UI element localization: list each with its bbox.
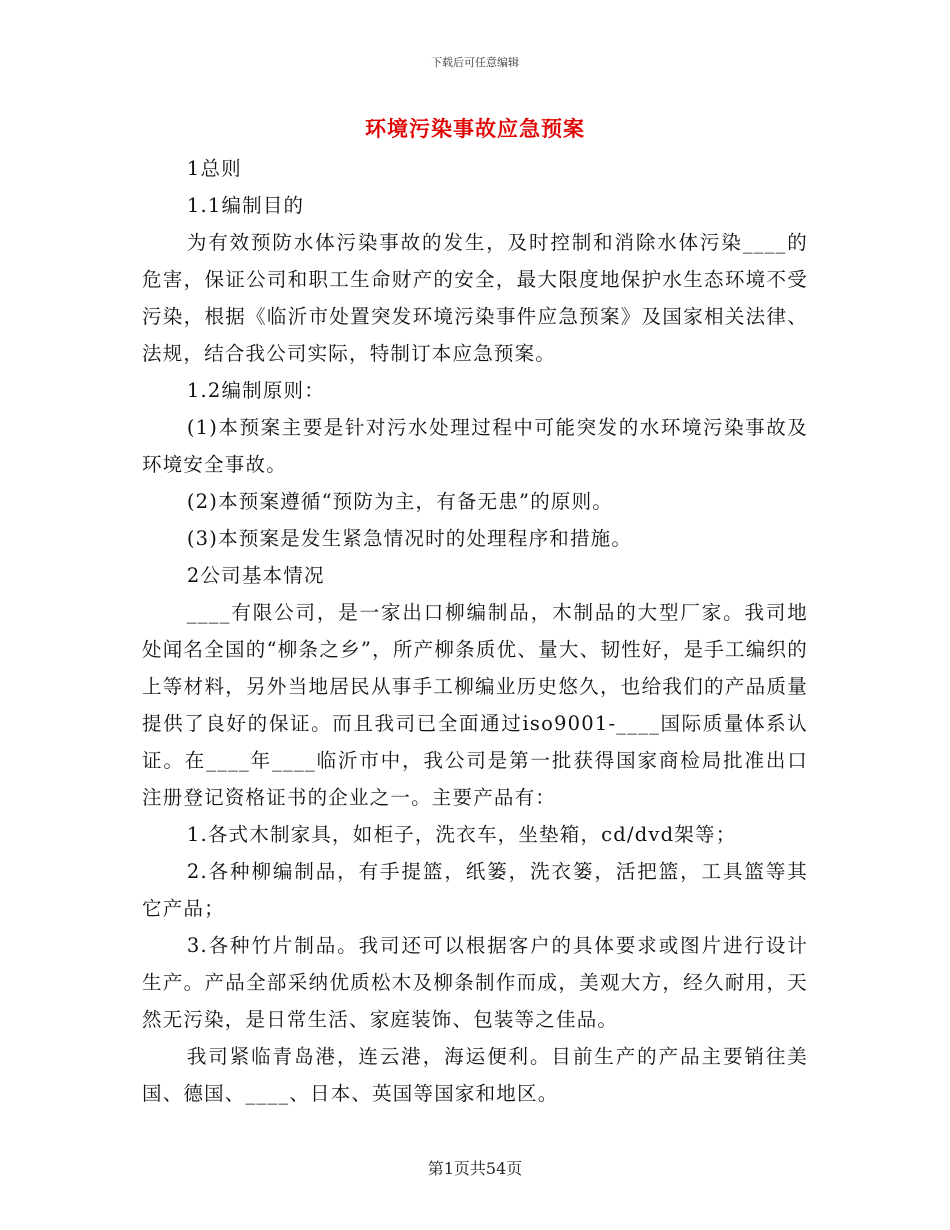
page-number: 第1页共54页: [427, 1159, 523, 1178]
paragraph-company-intro: ____有限公司，是一家出口柳编制品，木制品的大型厂家。我司地处闻名全国的“柳条之乡”，所产柳条质优、量大、韧性好，是手工编织的上等材料，另外当地居民从事手工柳编业历史悠久，也给我们的产品质量提供了良好的保证。而且我司已全面通过iso9001-____国际质量体系认证。在____年____临沂市中，我公司是第一批获得国家商检局批准出口注册登记资格证书的企业之一。主要产品有：: [142, 601, 808, 809]
section-heading-general: 1总则: [186, 157, 242, 180]
section-heading-company: 2公司基本情况: [186, 564, 325, 587]
document-title: 环境污染事故应急预案: [365, 116, 585, 141]
document-body: [142, 150, 808, 1112]
principle-item-1: (1)本预案主要是针对污水处理过程中可能突发的水环境污染事故及环境安全事故。: [142, 416, 808, 476]
principle-item-2: (2)本预案遵循“预防为主，有备无患”的原则。: [186, 490, 614, 513]
subsection-heading-principles: 1.2编制原则：: [186, 379, 325, 402]
product-item-3: 3.各种竹片制品。我司还可以根据客户的具体要求或图片进行设计生产。产品全部采纳优质松木及柳条制作而成，美观大方，经久耐用，天然无污染，是日常生活、家庭装饰、包装等之佳品。: [142, 934, 808, 1031]
page-header: 下载后可任意编辑: [431, 56, 519, 69]
paragraph-purpose: 为有效预防水体污染事故的发生，及时控制和消除水体污染____的危害，保证公司和职工生命财产的安全，最大限度地保护水生态环境不受污染，根据《临沂市处置突发环境污染事件应急预案》及国家相关法律、法规，结合我公司实际，特制订本应急预案。: [142, 231, 808, 365]
paragraph-location: 我司紧临青岛港，连云港，海运便利。目前生产的产品主要销往美国、德国、____、日本、英国等国家和地区。: [142, 1045, 808, 1105]
principle-item-3: (3)本预案是发生紧急情况时的处理程序和措施。: [186, 527, 633, 550]
product-item-1: 1.各式木制家具，如柜子，洗衣车，坐垫箱，cd/dvd架等；: [186, 823, 737, 846]
product-item-2: 2.各种柳编制品，有手提篮，纸篓，洗衣篓，活把篮，工具篮等其它产品；: [142, 860, 808, 920]
subsection-heading-purpose: 1.1编制目的: [186, 194, 305, 217]
